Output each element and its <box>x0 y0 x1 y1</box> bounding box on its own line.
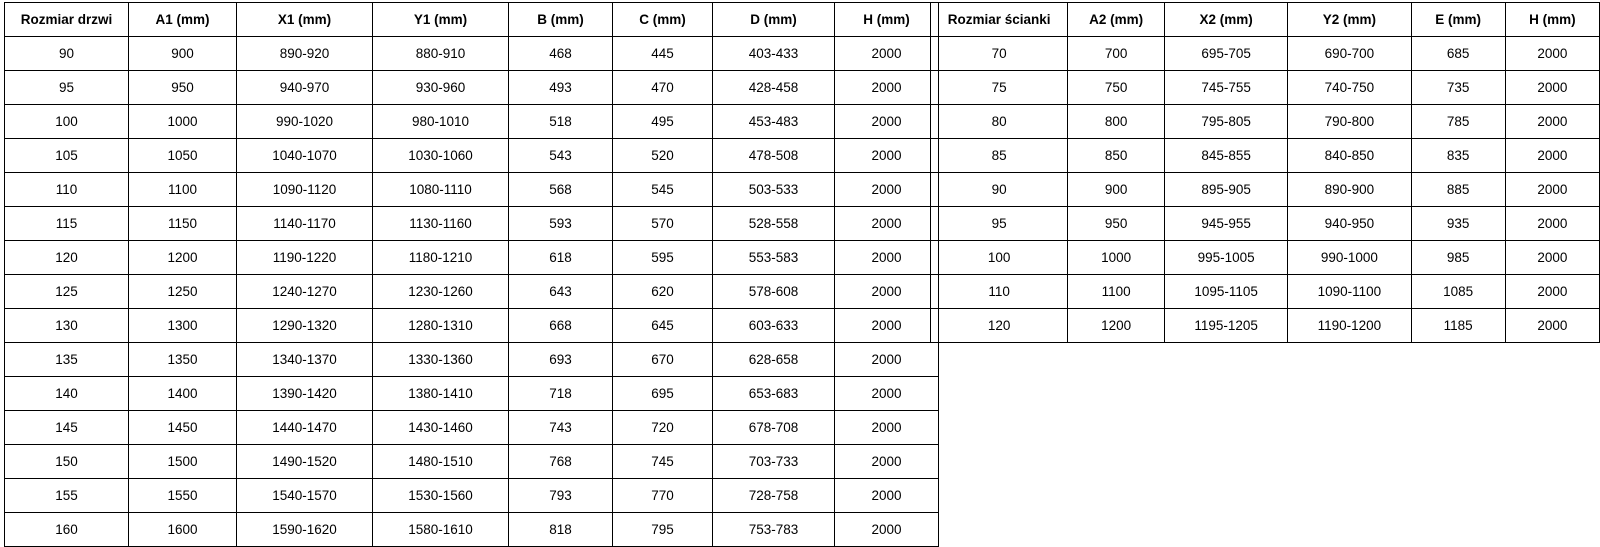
table-cell: 1450 <box>129 411 237 445</box>
table-cell: 2000 <box>835 377 939 411</box>
table-cell: 1140-1170 <box>237 207 373 241</box>
table-row <box>5 377 939 411</box>
table-cell: 818 <box>509 513 613 547</box>
table-cell: 2000 <box>835 309 939 343</box>
table-cell: 1340-1370 <box>237 343 373 377</box>
table-row <box>5 513 939 547</box>
table-cell: 1150 <box>129 207 237 241</box>
table-cell: 130 <box>5 309 129 343</box>
table-cell: 2000 <box>1505 139 1599 173</box>
table-cell: 653-683 <box>713 377 835 411</box>
doors_table-column-header: X1 (mm) <box>237 3 373 37</box>
table-cell: 518 <box>509 105 613 139</box>
wall-panel-size-table <box>930 2 1600 343</box>
table-cell: 1540-1570 <box>237 479 373 513</box>
table-cell: 768 <box>509 445 613 479</box>
table-cell: 643 <box>509 275 613 309</box>
table-cell: 645 <box>613 309 713 343</box>
table-cell: 1180-1210 <box>373 241 509 275</box>
table-cell: 595 <box>613 241 713 275</box>
table-cell: 503-533 <box>713 173 835 207</box>
table-cell: 478-508 <box>713 139 835 173</box>
table-cell: 1330-1360 <box>373 343 509 377</box>
door-size-table-header <box>5 3 939 37</box>
table-cell: 2000 <box>835 173 939 207</box>
table-cell: 1600 <box>129 513 237 547</box>
table-cell: 1200 <box>1068 309 1165 343</box>
table-cell: 578-608 <box>713 275 835 309</box>
table-cell: 2000 <box>835 411 939 445</box>
table-cell: 930-960 <box>373 71 509 105</box>
wall_table-column-header: E (mm) <box>1411 3 1505 37</box>
table-row <box>931 173 1600 207</box>
table-row <box>5 309 939 343</box>
table-cell: 543 <box>509 139 613 173</box>
table-cell: 1000 <box>1068 241 1165 275</box>
table-cell: 850 <box>1068 139 1165 173</box>
table-cell: 100 <box>5 105 129 139</box>
table-cell: 1530-1560 <box>373 479 509 513</box>
table-row <box>5 71 939 105</box>
table-cell: 740-750 <box>1288 71 1411 105</box>
table-cell: 750 <box>1068 71 1165 105</box>
table-cell: 2000 <box>835 207 939 241</box>
table-cell: 2000 <box>835 275 939 309</box>
table-cell: 145 <box>5 411 129 445</box>
table-cell: 940-970 <box>237 71 373 105</box>
table-cell: 800 <box>1068 105 1165 139</box>
doors_table-column-header: H (mm) <box>835 3 939 37</box>
table-cell: 80 <box>931 105 1068 139</box>
table-row <box>5 275 939 309</box>
table-cell: 790-800 <box>1288 105 1411 139</box>
table-cell: 2000 <box>835 343 939 377</box>
table-cell: 445 <box>613 37 713 71</box>
doors_table-column-header: C (mm) <box>613 3 713 37</box>
wall_table-column-header: Y2 (mm) <box>1288 3 1411 37</box>
table-cell: 1200 <box>129 241 237 275</box>
table-cell: 105 <box>5 139 129 173</box>
wall-panel-size-table-body <box>931 37 1600 343</box>
table-cell: 628-658 <box>713 343 835 377</box>
table-row <box>5 241 939 275</box>
table-cell: 1400 <box>129 377 237 411</box>
table-cell: 693 <box>509 343 613 377</box>
table-cell: 945-955 <box>1164 207 1287 241</box>
table-cell: 1280-1310 <box>373 309 509 343</box>
table-cell: 745 <box>613 445 713 479</box>
door-size-table-body <box>5 37 939 547</box>
table-cell: 90 <box>931 173 1068 207</box>
table-cell: 1390-1420 <box>237 377 373 411</box>
table-row <box>931 309 1600 343</box>
table-cell: 700 <box>1068 37 1165 71</box>
table-cell: 155 <box>5 479 129 513</box>
table-cell: 100 <box>931 241 1068 275</box>
table-cell: 2000 <box>1505 105 1599 139</box>
wall_table-column-header: X2 (mm) <box>1164 3 1287 37</box>
table-cell: 545 <box>613 173 713 207</box>
table-cell: 1085 <box>1411 275 1505 309</box>
table-cell: 1480-1510 <box>373 445 509 479</box>
table-cell: 495 <box>613 105 713 139</box>
table-cell: 2000 <box>835 241 939 275</box>
table-cell: 840-850 <box>1288 139 1411 173</box>
table-cell: 1130-1160 <box>373 207 509 241</box>
table-cell: 1590-1620 <box>237 513 373 547</box>
table-cell: 90 <box>5 37 129 71</box>
table-cell: 753-783 <box>713 513 835 547</box>
table-cell: 2000 <box>1505 71 1599 105</box>
table-row <box>931 105 1600 139</box>
table-cell: 1030-1060 <box>373 139 509 173</box>
table-cell: 1380-1410 <box>373 377 509 411</box>
table-cell: 785 <box>1411 105 1505 139</box>
table-cell: 403-433 <box>713 37 835 71</box>
table-cell: 1090-1120 <box>237 173 373 207</box>
table-cell: 570 <box>613 207 713 241</box>
table-cell: 880-910 <box>373 37 509 71</box>
table-cell: 150 <box>5 445 129 479</box>
table-cell: 793 <box>509 479 613 513</box>
table-cell: 85 <box>931 139 1068 173</box>
wall-panel-size-table-header <box>931 3 1600 37</box>
table-cell: 70 <box>931 37 1068 71</box>
table-cell: 885 <box>1411 173 1505 207</box>
table-cell: 125 <box>5 275 129 309</box>
table-row <box>931 139 1600 173</box>
table-cell: 140 <box>5 377 129 411</box>
table-cell: 110 <box>931 275 1068 309</box>
table-cell: 2000 <box>835 479 939 513</box>
table-cell: 890-900 <box>1288 173 1411 207</box>
table-cell: 990-1000 <box>1288 241 1411 275</box>
table-cell: 795 <box>613 513 713 547</box>
table-cell: 520 <box>613 139 713 173</box>
table-cell: 1500 <box>129 445 237 479</box>
table-cell: 770 <box>613 479 713 513</box>
wall_table-column-header: Rozmiar ścianki <box>931 3 1068 37</box>
table-cell: 900 <box>129 37 237 71</box>
doors_table-column-header: B (mm) <box>509 3 613 37</box>
table-cell: 950 <box>1068 207 1165 241</box>
table-cell: 668 <box>509 309 613 343</box>
table-cell: 528-558 <box>713 207 835 241</box>
table-cell: 428-458 <box>713 71 835 105</box>
table-row <box>5 411 939 445</box>
table-row <box>931 37 1600 71</box>
table-cell: 2000 <box>1505 309 1599 343</box>
table-cell: 2000 <box>835 71 939 105</box>
table-cell: 1040-1070 <box>237 139 373 173</box>
table-cell: 553-583 <box>713 241 835 275</box>
door-size-table <box>4 2 939 547</box>
table-cell: 1195-1205 <box>1164 309 1287 343</box>
table-cell: 568 <box>509 173 613 207</box>
table-cell: 678-708 <box>713 411 835 445</box>
table-row <box>5 343 939 377</box>
table-cell: 493 <box>509 71 613 105</box>
table-cell: 120 <box>931 309 1068 343</box>
table-cell: 670 <box>613 343 713 377</box>
table-cell: 160 <box>5 513 129 547</box>
table-cell: 940-950 <box>1288 207 1411 241</box>
table-cell: 1300 <box>129 309 237 343</box>
table-cell: 795-805 <box>1164 105 1287 139</box>
table-cell: 135 <box>5 343 129 377</box>
table-cell: 2000 <box>1505 37 1599 71</box>
table-cell: 1230-1260 <box>373 275 509 309</box>
table-header-row <box>5 3 939 37</box>
table-cell: 735 <box>1411 71 1505 105</box>
doors_table-column-header: Rozmiar drzwi <box>5 3 129 37</box>
table-cell: 935 <box>1411 207 1505 241</box>
wall_table-column-header: H (mm) <box>1505 3 1599 37</box>
table-cell: 1190-1200 <box>1288 309 1411 343</box>
table-cell: 743 <box>509 411 613 445</box>
table-row <box>931 241 1600 275</box>
table-cell: 2000 <box>835 37 939 71</box>
wall_table-column-header: A2 (mm) <box>1068 3 1165 37</box>
table-cell: 1100 <box>129 173 237 207</box>
table-row <box>5 445 939 479</box>
table-cell: 890-920 <box>237 37 373 71</box>
doors_table-column-header: Y1 (mm) <box>373 3 509 37</box>
doors_table-column-header: D (mm) <box>713 3 835 37</box>
table-cell: 1240-1270 <box>237 275 373 309</box>
table-cell: 95 <box>5 71 129 105</box>
table-cell: 110 <box>5 173 129 207</box>
table-cell: 1190-1220 <box>237 241 373 275</box>
table-cell: 718 <box>509 377 613 411</box>
table-cell: 75 <box>931 71 1068 105</box>
table-row <box>5 139 939 173</box>
table-cell: 1430-1460 <box>373 411 509 445</box>
table-cell: 2000 <box>1505 207 1599 241</box>
table-cell: 95 <box>931 207 1068 241</box>
table-cell: 620 <box>613 275 713 309</box>
table-cell: 2000 <box>835 105 939 139</box>
table-cell: 1440-1470 <box>237 411 373 445</box>
table-cell: 1090-1100 <box>1288 275 1411 309</box>
table-row <box>5 207 939 241</box>
table-cell: 695 <box>613 377 713 411</box>
table-cell: 900 <box>1068 173 1165 207</box>
table-cell: 120 <box>5 241 129 275</box>
table-cell: 1290-1320 <box>237 309 373 343</box>
table-cell: 985 <box>1411 241 1505 275</box>
table-row <box>931 71 1600 105</box>
table-row <box>5 479 939 513</box>
table-cell: 2000 <box>835 445 939 479</box>
table-cell: 690-700 <box>1288 37 1411 71</box>
table-cell: 1250 <box>129 275 237 309</box>
table-cell: 1185 <box>1411 309 1505 343</box>
table-cell: 2000 <box>835 139 939 173</box>
doors_table-column-header: A1 (mm) <box>129 3 237 37</box>
table-cell: 990-1020 <box>237 105 373 139</box>
table-cell: 1350 <box>129 343 237 377</box>
table-cell: 1000 <box>129 105 237 139</box>
table-cell: 685 <box>1411 37 1505 71</box>
table-cell: 2000 <box>835 513 939 547</box>
table-cell: 835 <box>1411 139 1505 173</box>
table-cell: 2000 <box>1505 241 1599 275</box>
table-cell: 1580-1610 <box>373 513 509 547</box>
table-cell: 950 <box>129 71 237 105</box>
table-cell: 995-1005 <box>1164 241 1287 275</box>
table-row <box>931 275 1600 309</box>
table-row <box>5 173 939 207</box>
table-cell: 1095-1105 <box>1164 275 1287 309</box>
table-cell: 745-755 <box>1164 71 1287 105</box>
table-cell: 703-733 <box>713 445 835 479</box>
table-cell: 728-758 <box>713 479 835 513</box>
table-cell: 115 <box>5 207 129 241</box>
table-cell: 1050 <box>129 139 237 173</box>
table-cell: 1080-1110 <box>373 173 509 207</box>
table-cell: 845-855 <box>1164 139 1287 173</box>
table-cell: 618 <box>509 241 613 275</box>
table-cell: 468 <box>509 37 613 71</box>
table-row <box>931 207 1600 241</box>
table-cell: 980-1010 <box>373 105 509 139</box>
table-cell: 593 <box>509 207 613 241</box>
table-cell: 1550 <box>129 479 237 513</box>
table-cell: 603-633 <box>713 309 835 343</box>
table-cell: 470 <box>613 71 713 105</box>
table-cell: 695-705 <box>1164 37 1287 71</box>
table-cell: 2000 <box>1505 275 1599 309</box>
table-header-row <box>931 3 1600 37</box>
table-cell: 453-483 <box>713 105 835 139</box>
table-cell: 895-905 <box>1164 173 1287 207</box>
table-row <box>5 105 939 139</box>
table-cell: 2000 <box>1505 173 1599 207</box>
table-cell: 1100 <box>1068 275 1165 309</box>
table-cell: 720 <box>613 411 713 445</box>
table-cell: 1490-1520 <box>237 445 373 479</box>
table-row <box>5 37 939 71</box>
